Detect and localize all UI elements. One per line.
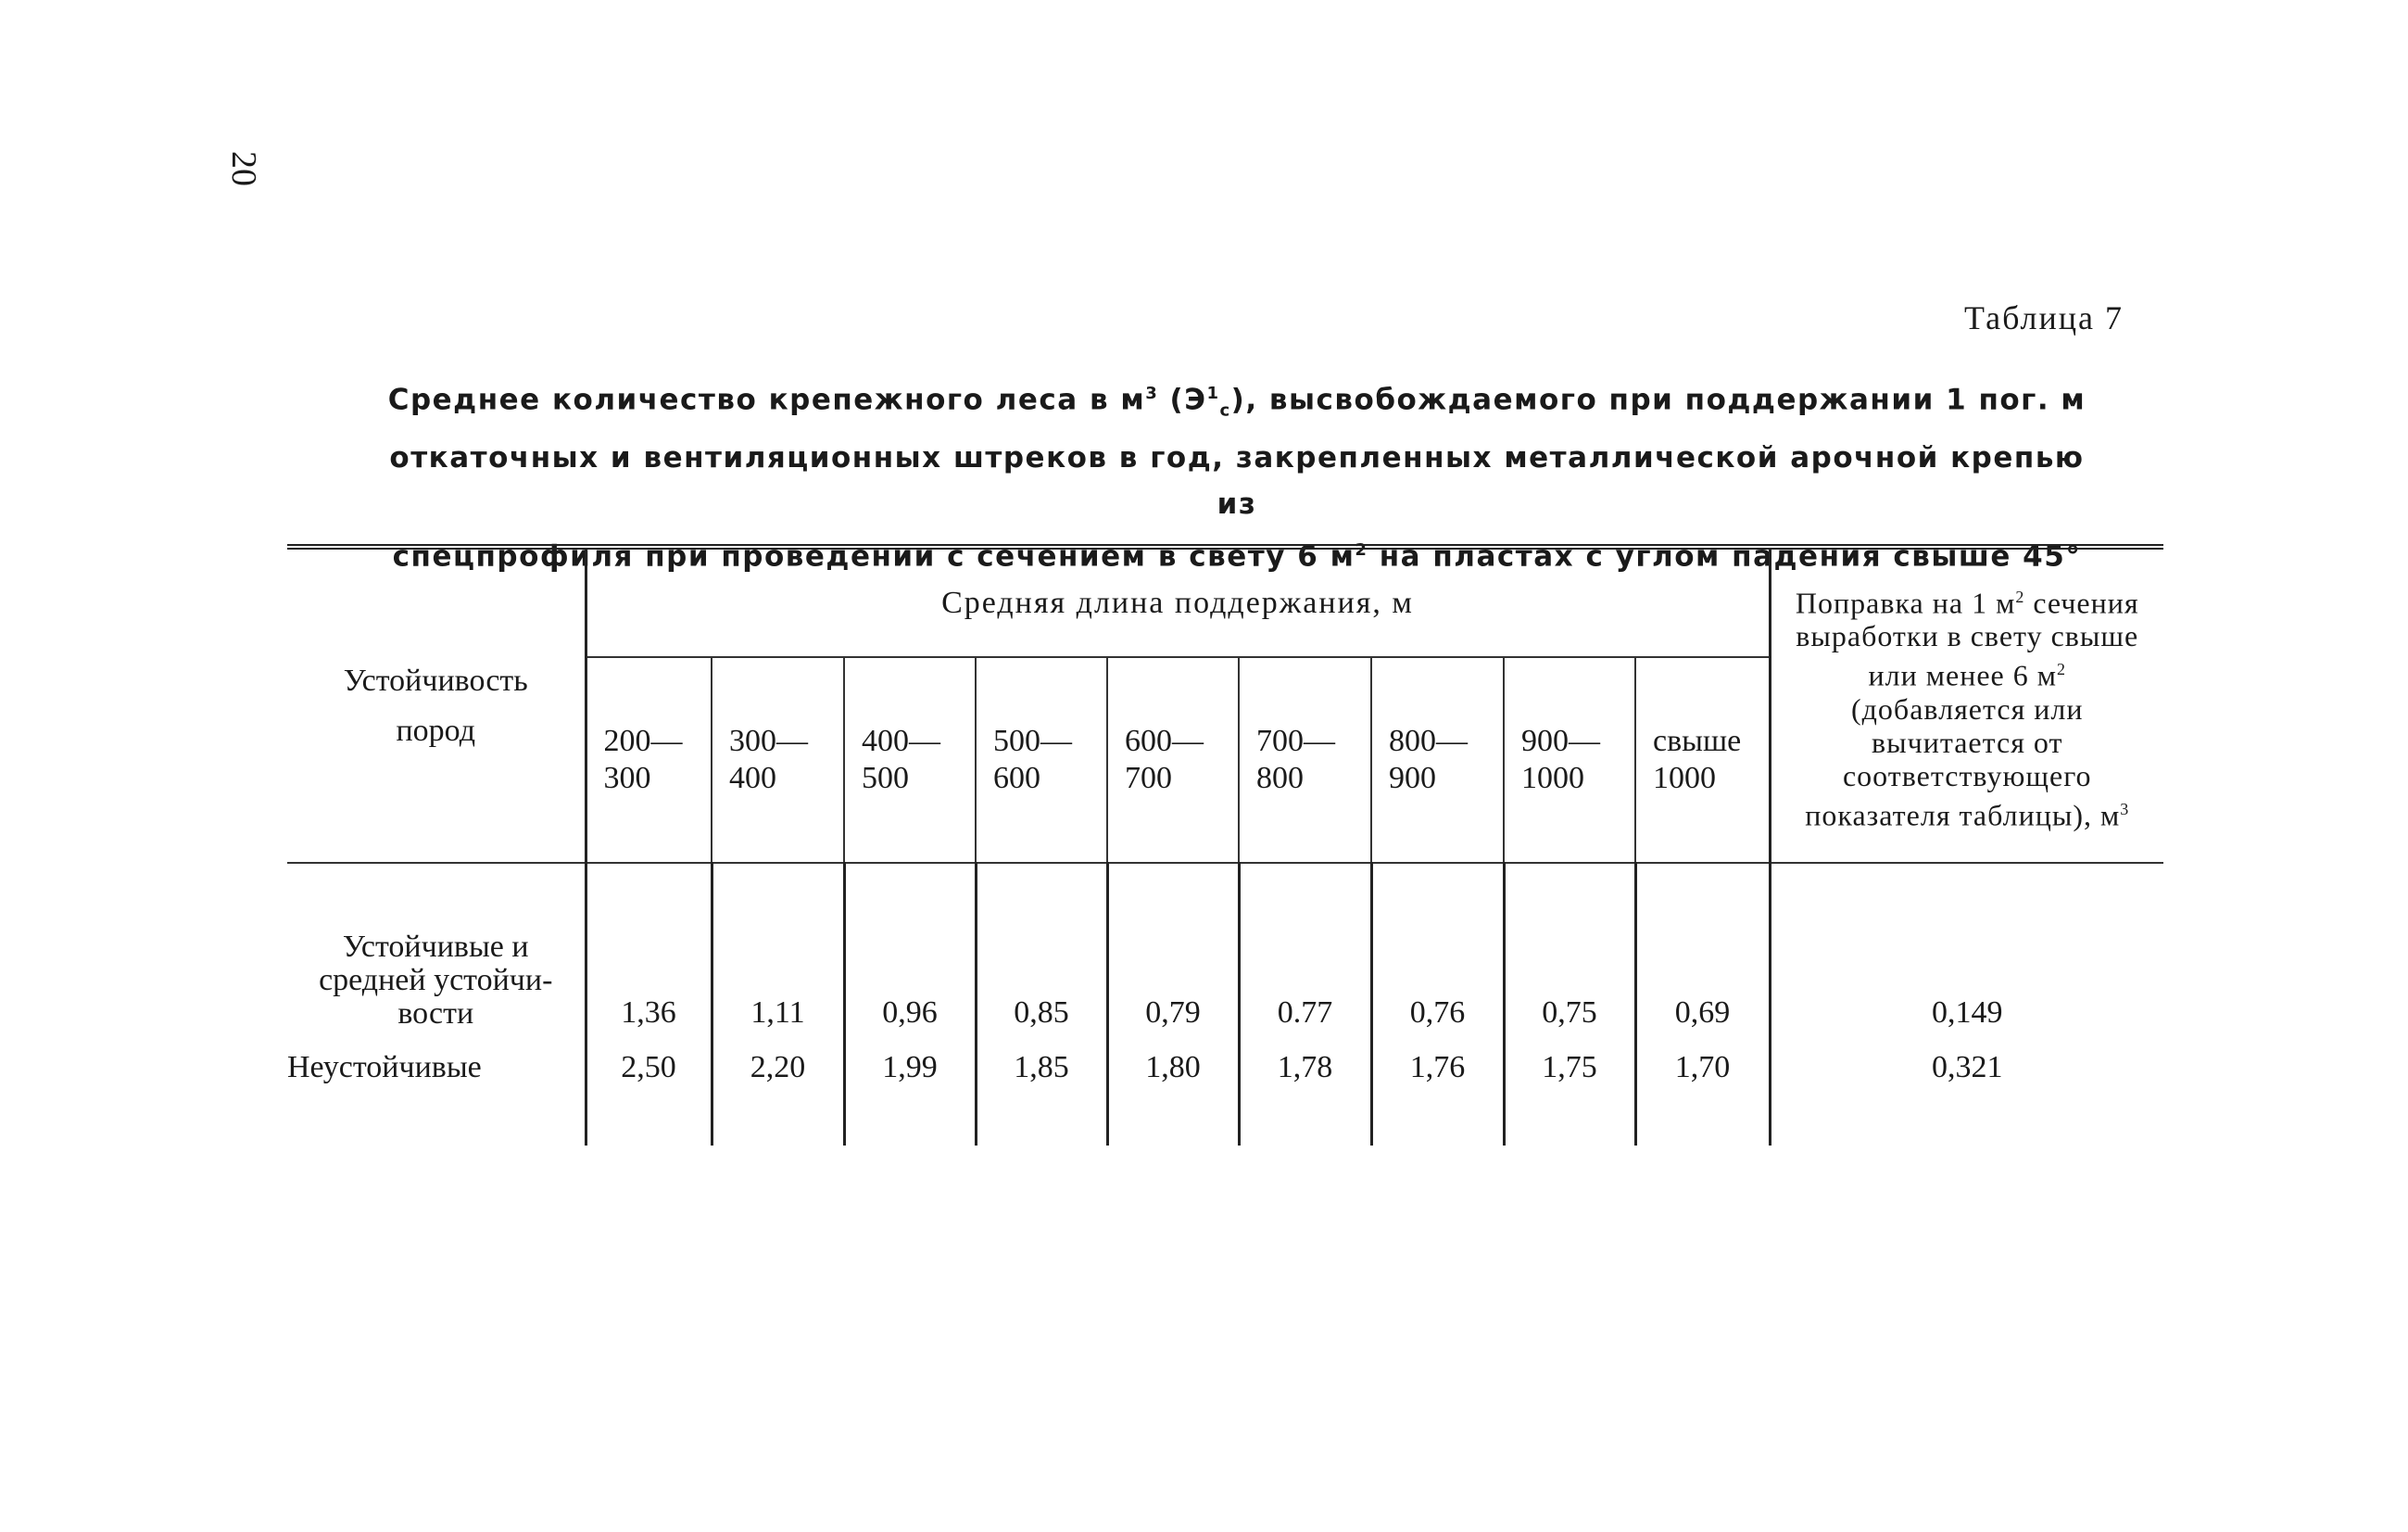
row-label-line: средней устойчи-	[319, 963, 553, 997]
range-header	[844, 657, 976, 863]
row-label	[287, 863, 586, 1036]
value-cell: 0,96	[844, 863, 976, 1036]
range-header	[1239, 657, 1371, 863]
title-sup: 1	[1206, 384, 1220, 403]
value-cell: 1,11	[712, 863, 844, 1036]
range-from: 200—	[603, 724, 683, 758]
correction-header-text: (добавляется или вычитается от соответствующего показателя таблицы), м	[1805, 691, 2121, 832]
range-from: 600—	[1125, 724, 1204, 758]
range-header	[712, 657, 844, 863]
row-label-line: Устойчивые и	[342, 930, 529, 964]
value-cell: 0,69	[1635, 863, 1770, 1036]
range-from: 300—	[729, 724, 808, 758]
range-to: 800	[1256, 761, 1304, 795]
range-header	[1504, 657, 1635, 863]
page-number: 20	[224, 151, 263, 186]
table-row	[287, 863, 2163, 1036]
title-sub: с	[1219, 400, 1231, 421]
row-label-line: вости	[397, 996, 474, 1031]
value-cell: 1,75	[1504, 1036, 1635, 1099]
value-cell: 1,70	[1635, 1036, 1770, 1099]
rowhead-header-line: пород	[396, 713, 475, 748]
correction-header-sup: 3	[2120, 799, 2130, 818]
range-to: 600	[993, 761, 1040, 795]
title-sup: 3	[1145, 384, 1159, 403]
range-from: 900—	[1521, 724, 1600, 758]
range-to: 900	[1389, 761, 1436, 795]
row-label: Неустойчивые	[287, 1050, 482, 1084]
range-from: 800—	[1389, 724, 1468, 758]
correction-cell: 0,149	[1770, 863, 2163, 1036]
value-cell: 1,85	[976, 1036, 1107, 1099]
range-header	[586, 657, 712, 863]
value-cell: 0,79	[1107, 863, 1239, 1036]
rowhead-header-line: Устойчивость	[343, 663, 528, 698]
range-header	[976, 657, 1107, 863]
table-label: Таблица 7	[1964, 299, 2124, 336]
rowhead-header	[287, 547, 586, 863]
range-to: 300	[603, 761, 651, 795]
value-cell: 0,85	[976, 863, 1107, 1036]
range-to: 400	[729, 761, 776, 795]
correction-header-sup: 2	[2056, 660, 2066, 679]
range-from: 400—	[862, 724, 940, 758]
range-from: 700—	[1256, 724, 1335, 758]
title-text: спецпрофиля при проведении с сечением в свету 6 м	[392, 538, 1355, 573]
correction-header-sup: 2	[2015, 587, 2025, 606]
range-from: 500—	[993, 724, 1072, 758]
correction-header-text: Поправка на 1 м	[1795, 586, 2016, 620]
value-cell: 1,76	[1371, 1036, 1504, 1099]
table-row	[287, 1036, 2163, 1099]
range-from: свыше	[1653, 724, 1742, 758]
value-cell: 1,78	[1239, 1036, 1371, 1099]
table-bottom-spacer	[287, 1099, 2163, 1146]
range-to: 1000	[1521, 761, 1584, 795]
value-cell: 2,50	[586, 1036, 712, 1099]
range-header	[1635, 657, 1770, 863]
value-cell: 1,80	[1107, 1036, 1239, 1099]
correction-header	[1770, 547, 2163, 863]
value-cell: 0,76	[1371, 863, 1504, 1036]
correction-cell: 0,321	[1770, 1036, 2163, 1099]
value-cell: 0,75	[1504, 863, 1635, 1036]
title-sup: 2	[1355, 539, 1368, 560]
value-cell: 2,20	[712, 1036, 844, 1099]
value-cell: 0.77	[1239, 863, 1371, 1036]
range-to: 500	[862, 761, 909, 795]
range-header	[1107, 657, 1239, 863]
range-to: 1000	[1653, 761, 1716, 795]
title-text: ), высвобождаемого при поддержании 1 пог. м	[1230, 383, 2087, 417]
data-table	[287, 544, 2163, 1146]
correction-header-text: сечения выработки в свету свыше или менее 6 м	[1796, 586, 2139, 692]
value-cell: 1,36	[586, 863, 712, 1036]
title-text: (Э	[1158, 383, 1207, 417]
title-text: на пластах с углом падения свыше 45°	[1368, 538, 2082, 573]
title-text: откаточных и вентиляционных штреков в год, закрепленных металлической арочной крепью из	[389, 440, 2085, 521]
title-text: Среднее количество крепежного леса в м	[387, 383, 1146, 417]
value-cell: 1,99	[844, 1036, 976, 1099]
range-header	[1371, 657, 1504, 863]
range-to: 700	[1125, 761, 1172, 795]
length-group-header: Средняя длина поддержания, м	[586, 547, 1770, 657]
